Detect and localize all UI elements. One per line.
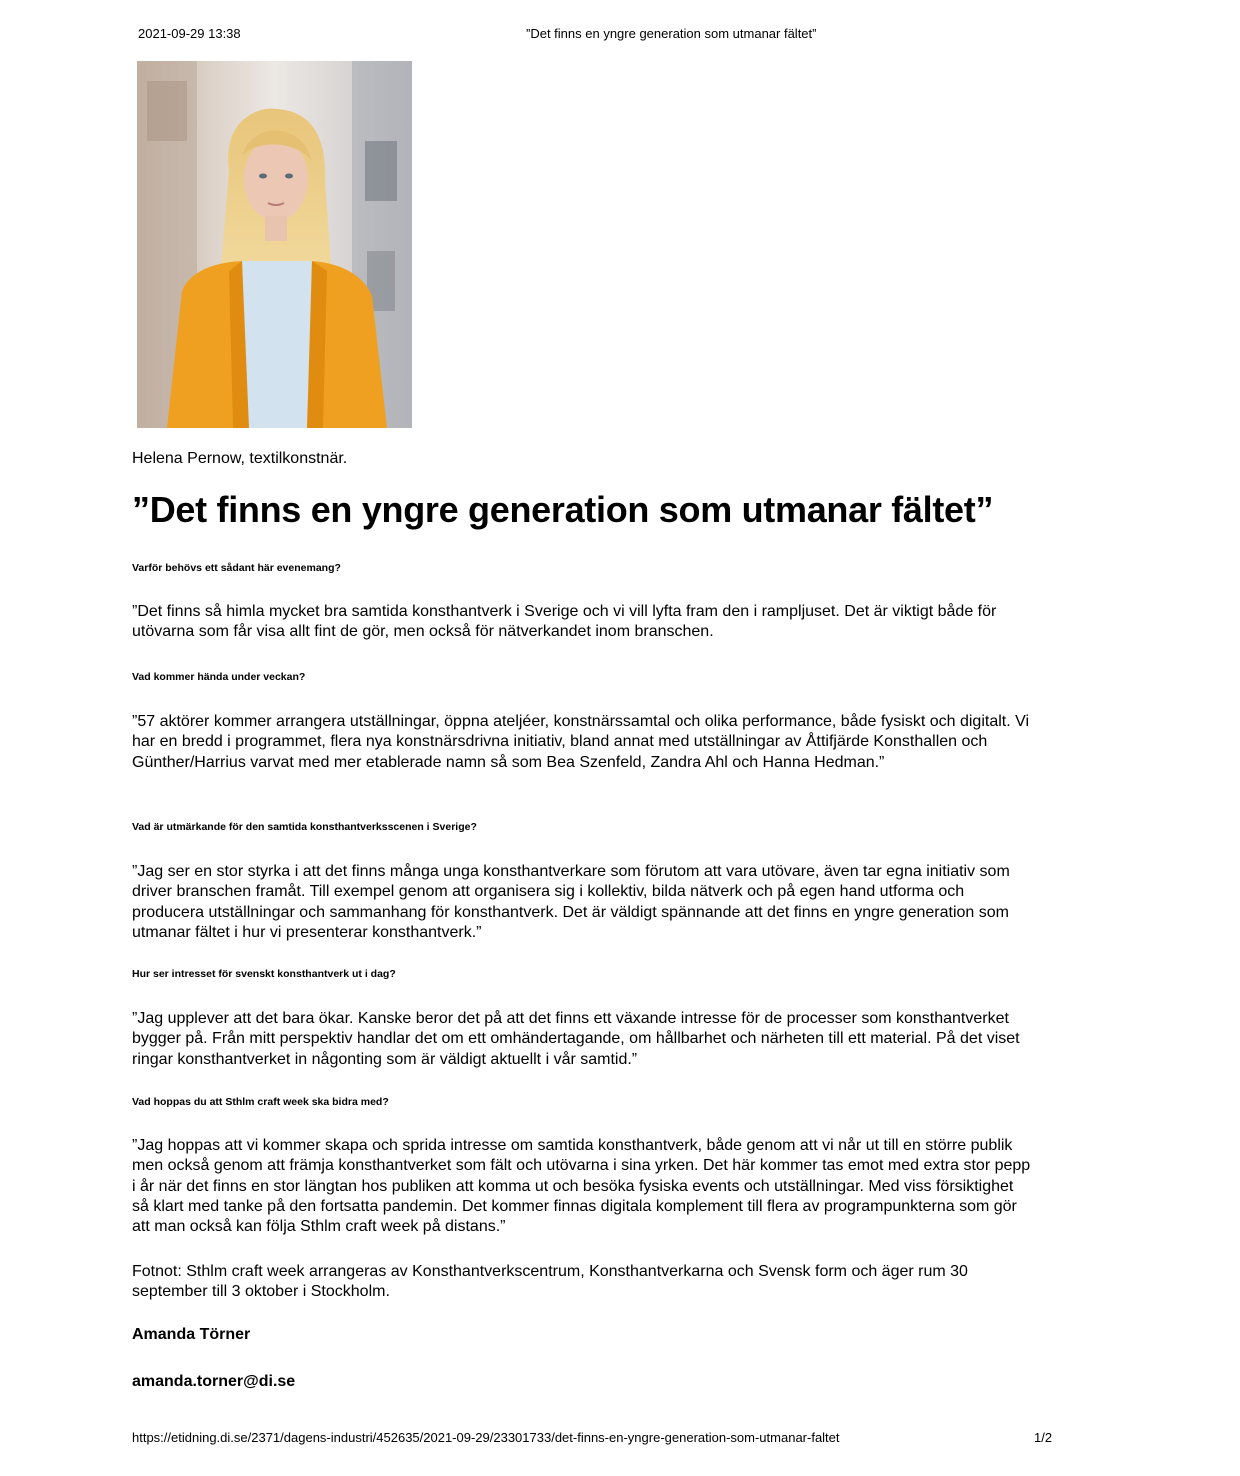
footnote: Fotnot: Sthlm craft week arrangeras av Konsthantverkscentrum, Konsthantverkarna och Svensk form och äger rum 30 september till 3 oktober i Stockholm.	[132, 1263, 968, 1301]
print-title: ”Det finns en yngre generation som utmanar fältet”	[526, 26, 817, 41]
interview-answer: ”Jag hoppas att vi kommer skapa och sprida intresse om samtida konsthantverk, både genom att vi når ut till en större publik men också genom att främja konsthantverket som fält och utövarna i sina yrken. Det här kommer tas emot med extra stor pepp i år när det finns en stor längtan hos publiken att komma ut och besöka fysiska events och utställningar. Med viss försiktighet så klart med tanke på den fortsatta pandemin. Det kommer finnas digitala komplement till flera av programpunkterna som gör att man också kan följa Sthlm craft week på distans.”	[132, 1137, 1031, 1236]
image-caption: Helena Pernow, textilkonstnär.	[132, 450, 348, 467]
interview-question: Hur ser intresset för svenskt konsthantverk ut i dag?	[132, 968, 396, 980]
interview-question: Vad kommer hända under veckan?	[132, 671, 306, 683]
print-url[interactable]: https://etidning.di.se/2371/dagens-industri/452635/2021-09-29/23301733/det-finns-en-yngre-generation-som-utmanar-faltet	[132, 1430, 840, 1445]
author-email[interactable]: amanda.torner@di.se	[132, 1373, 296, 1390]
interview-question: Vad hoppas du att Sthlm craft week ska bidra med?	[132, 1096, 389, 1108]
print-header	[0, 26, 1240, 44]
interview-answer: ”57 aktörer kommer arrangera utställningar, öppna ateljéer, konstnärssamtal och olika performance, både fysiskt och digitalt. Vi har en bredd i programmet, flera nya konstnärsdrivna initiativ, bland annat med utställningar av Åttifjärde Konsthallen och Günther/Harrius varvat med mer etablerade namn så som Bea Szenfeld, Zandra Ahl och Hanna Hedman.”	[132, 713, 1030, 771]
interview-question: Vad är utmärkande för den samtida konsthantverksscenen i Sverige?	[132, 821, 477, 833]
interview-question: Varför behövs ett sådant här evenemang?	[132, 562, 341, 574]
interview-answer: ”Jag ser en stor styrka i att det finns många unga konsthantverkare som förutom att vara utövare, även tar egna initiativ som driver branschen framåt. Till exempel genom att organisera sig i kollektiv, bilda nätverk och på egen hand utforma och producera utställningar och sammanhang för konsthantverk. Det är väldigt spännande att det finns en yngre generation som utmanar fältet i hur vi presenterar konsthantverk.”	[132, 863, 1010, 941]
article-headline: ”Det finns en yngre generation som utmanar fältet”	[132, 489, 994, 530]
portrait-photo	[137, 61, 412, 428]
interview-answer: ”Det finns så himla mycket bra samtida konsthantverk i Sverige och vi vill lyfta fram den i rampljuset. Det är viktigt både för utövarna som får visa allt fint de gör, men också för nätverkandet inom branschen.	[132, 603, 997, 641]
print-footer	[0, 1430, 1240, 1448]
interview-answer: ”Jag upplever att det bara ökar. Kanske beror det på att det finns ett växande intresse för de processer som konsthantverket bygger på. Från mitt perspektiv handlar det om ett omhändertagande, om hållbarhet och närheten till ett material. På det viset ringar konsthantverket in någonting som är väldigt aktuellt i vår samtid.”	[132, 1010, 1020, 1068]
author-name: Amanda Törner	[132, 1326, 251, 1343]
page-number: 1/2	[1034, 1430, 1053, 1445]
print-date: 2021-09-29 13:38	[138, 26, 241, 41]
